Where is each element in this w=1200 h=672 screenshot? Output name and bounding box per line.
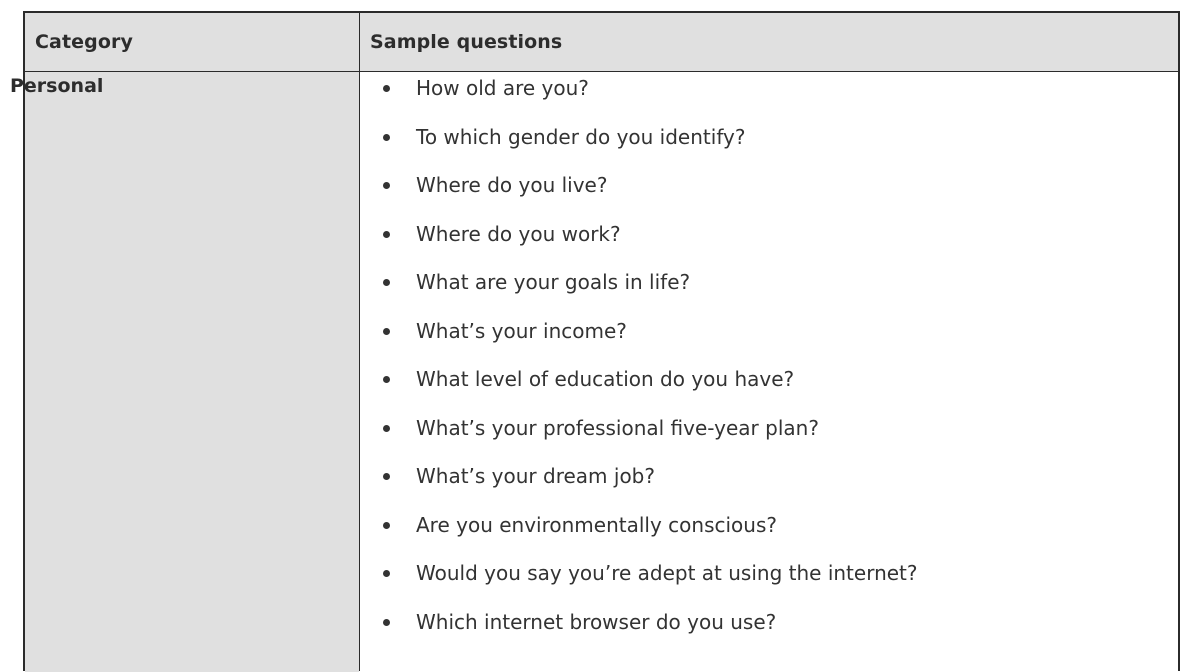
bullet-icon	[383, 425, 390, 432]
bullet-icon	[383, 619, 390, 626]
bullet-icon	[383, 570, 390, 577]
question-text: To which gender do you identify?	[416, 124, 746, 149]
bullet-icon	[383, 134, 390, 141]
bullet-icon	[383, 522, 390, 529]
bullet-icon	[383, 376, 390, 383]
list-item	[356, 458, 1136, 507]
list-item	[356, 70, 1136, 119]
bullet-icon	[383, 473, 390, 480]
bullet-icon	[383, 231, 390, 238]
question-text: What’s your income?	[416, 318, 627, 343]
question-text: What’s your professional five-year plan?	[416, 415, 819, 440]
list-item	[356, 604, 1136, 653]
question-text: Which internet browser do you use?	[416, 609, 777, 634]
category-cell	[25, 72, 359, 672]
question-text: Would you say you’re adept at using the internet?	[416, 561, 918, 585]
list-item	[356, 507, 1136, 556]
bullet-icon	[383, 328, 390, 335]
bullet-icon	[383, 279, 390, 286]
list-item	[356, 313, 1136, 362]
question-text: What are your goals in life?	[416, 270, 691, 294]
question-text: What level of education do you have?	[416, 367, 795, 391]
bullet-icon	[383, 182, 390, 189]
category-label-personal: Personal	[10, 75, 104, 97]
question-text: Where do you live?	[416, 173, 608, 197]
list-item	[356, 264, 1136, 313]
question-text: Are you environmentally conscious?	[416, 512, 777, 537]
header-category: Category	[35, 31, 133, 53]
list-item	[356, 410, 1136, 459]
header-sample-questions: Sample questions	[370, 31, 563, 53]
question-text: What’s your dream job?	[416, 464, 655, 488]
list-item	[356, 119, 1136, 168]
question-text: Where do you work?	[416, 221, 621, 246]
list-item	[356, 167, 1136, 216]
bullet-icon	[383, 85, 390, 92]
list-item	[356, 216, 1136, 265]
list-item	[356, 555, 1136, 604]
table-header-row	[25, 13, 1178, 72]
list-item	[356, 361, 1136, 410]
question-text: How old are you?	[416, 76, 589, 100]
question-list	[356, 70, 1136, 652]
